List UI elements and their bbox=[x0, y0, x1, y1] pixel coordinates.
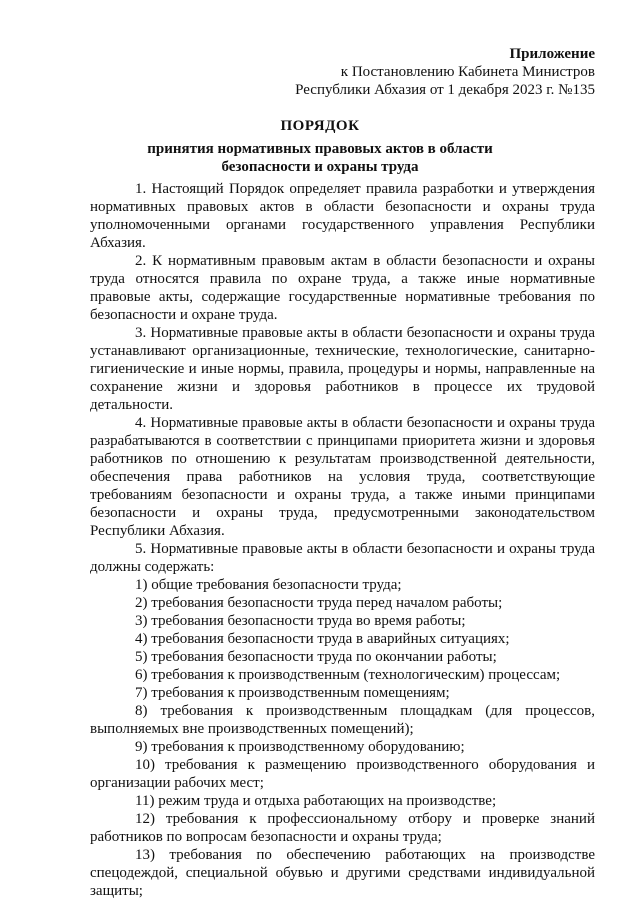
document-subtitle bbox=[0, 140, 640, 176]
document-subtitle-line-1: принятия нормативных правовых актов в области bbox=[147, 141, 493, 157]
paragraph-3: 3. Нормативные правовые акты в области безопасности и охраны труда устанавливают организационные, технические, технологические, санитарно-гигиенические и иные нормы, правила, процедуры и нормы, направленные на сохранение жизни и здоровья работников в процессе их трудовой детальности. bbox=[90, 325, 595, 413]
list-item-1: 1) общие требования безопасности труда; bbox=[135, 577, 402, 593]
document-subtitle-line-2: безопасности и охраны труда bbox=[221, 159, 419, 175]
list-item-6: 6) требования к производственным (технологическим) процессам; bbox=[135, 667, 561, 683]
list-item-12: 12) требования к профессиональному отбору и проверке знаний работников по вопросам безопасности и охраны труда; bbox=[90, 811, 595, 845]
list-item-4: 4) требования безопасности труда в аварийных ситуациях; bbox=[135, 631, 510, 647]
list-item-9: 9) требования к производственному оборудованию; bbox=[135, 739, 465, 755]
paragraph-5: 5. Нормативные правовые акты в области безопасности и охраны труда должны содержать: bbox=[90, 541, 595, 575]
list-item-10: 10) требования к размещению производственного оборудования и организации рабочих мест; bbox=[90, 757, 595, 791]
paragraph-4: 4. Нормативные правовые акты в области безопасности и охраны труда разрабатываются в соответствии с принципами приоритета жизни и здоровья работников по отношению к результатам производственной деятельности, обеспечения права работников на условия труда, соответствующие требованиям безопасности и охраны труда, а также иными принципами безопасности и охраны труда, предусмотренными законодательством Республики Абхазия. bbox=[90, 415, 595, 539]
appendix-header bbox=[295, 45, 595, 99]
paragraph-1: 1. Настоящий Порядок определяет правила разработки и утверждения нормативных правовых актов в области безопасности и охраны труда уполномоченными органами государственного управления Республики Абхазия. bbox=[90, 181, 595, 251]
appendix-line-2: Республики Абхазия от 1 декабря 2023 г. №135 bbox=[295, 82, 595, 98]
appendix-title: Приложение bbox=[509, 46, 595, 62]
paragraph-2: 2. К нормативным правовым актам в области безопасности и охраны труда относятся правила по охране труда, а также иные нормативные правовые акты, содержащие государственные нормативные требования по безопасности и охране труда. bbox=[90, 253, 595, 323]
list-item-3: 3) требования безопасности труда во время работы; bbox=[135, 613, 466, 629]
list-item-8: 8) требования к производственным площадкам (для процессов, выполняемых вне производственных помещений); bbox=[90, 703, 595, 737]
appendix-line-1: к Постановлению Кабинета Министров bbox=[340, 64, 595, 80]
list-item-13: 13) требования по обеспечению работающих на производстве спецодеждой, специальной обувью и другими средствами индивидуальной защиты; bbox=[90, 847, 595, 899]
document-body bbox=[90, 180, 595, 900]
list-item-11: 11) режим труда и отдыха работающих на производстве; bbox=[135, 793, 497, 809]
list-item-5: 5) требования безопасности труда по окончании работы; bbox=[135, 649, 497, 665]
document-title: ПОРЯДОК bbox=[280, 118, 360, 134]
list-item-7: 7) требования к производственным помещениям; bbox=[135, 685, 450, 701]
list-item-2: 2) требования безопасности труда перед началом работы; bbox=[135, 595, 503, 611]
